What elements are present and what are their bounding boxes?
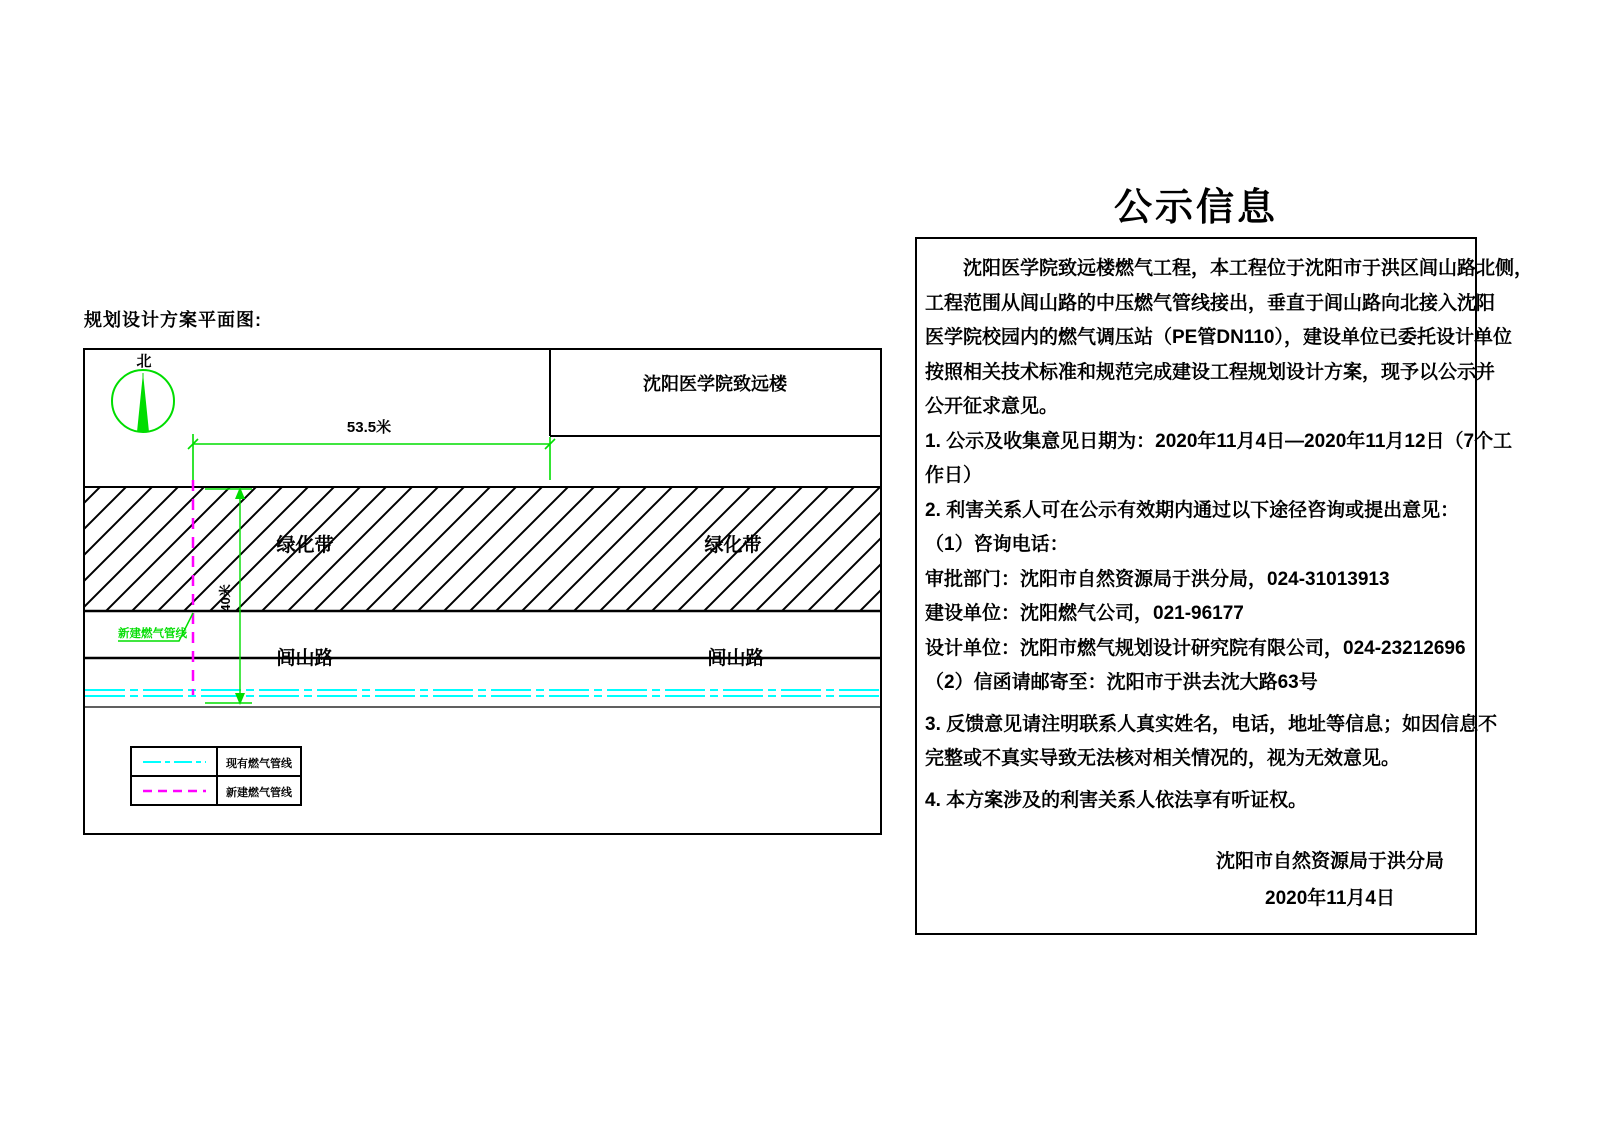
green-belt-band bbox=[85, 487, 880, 611]
notice-line: 2. 利害关系人可在公示有效期内通过以下途径咨询或提出意见： bbox=[925, 499, 1460, 521]
notice-line: 1. 公示及收集意见日期为：2020年11月4日—2020年11月12日（7个工 bbox=[925, 430, 1513, 452]
signature-authority: 沈阳市自然资源局于洪分局 bbox=[1215, 851, 1444, 872]
notice-text bbox=[925, 252, 1534, 818]
notice-line: 建设单位：沈阳燃气公司，021-96177 bbox=[925, 603, 1244, 624]
building-box bbox=[550, 350, 880, 436]
notice-line: 沈阳医学院致远楼燃气工程，本工程位于沈阳市于洪区闾山路北侧， bbox=[963, 258, 1534, 279]
plan-caption: 规划设计方案平面图: bbox=[84, 310, 262, 330]
notice-line: 3. 反馈意见请注明联系人真实姓名，电话，地址等信息；如因信息不 bbox=[925, 713, 1498, 735]
road-label: 闾山路 bbox=[707, 648, 765, 669]
road bbox=[85, 646, 880, 707]
notice-line: 医学院校园内的燃气调压站（PE管DN110），建设单位已委托设计单位 bbox=[925, 327, 1512, 348]
signature-date: 2020年11月4日 bbox=[1265, 888, 1395, 909]
notice-line: 设计单位：沈阳市燃气规划设计研究院有限公司，024-23212696 bbox=[925, 637, 1466, 659]
new-pipeline-callout bbox=[118, 613, 193, 641]
signature-block bbox=[1145, 843, 1515, 917]
notice-line: 公开征求意见。 bbox=[925, 396, 1059, 417]
dimension-40m-label: 40米 bbox=[218, 584, 233, 612]
green-belt-label: 绿化带 bbox=[276, 535, 334, 556]
green-belt-label: 绿化带 bbox=[704, 535, 762, 556]
notice-line: （2）信函请邮寄至：沈阳市于洪去沈大路63号 bbox=[925, 672, 1318, 693]
notice-line: 完整或不真实导致无法核对相关情况的，视为无效意见。 bbox=[925, 748, 1401, 769]
road-label: 闾山路 bbox=[276, 648, 334, 669]
notice-line: 工程范围从闾山路的中压燃气管线接出，垂直于闾山路向北接入沈阳 bbox=[925, 292, 1496, 314]
legend bbox=[131, 747, 301, 805]
dimension-53-5m bbox=[188, 434, 555, 480]
existing-pipeline bbox=[85, 690, 880, 696]
dimension-53-5m-label: 53.5米 bbox=[346, 419, 392, 436]
new-pipeline-callout-label: 新建燃气管线 bbox=[118, 628, 187, 640]
notice-title: 公示信息 bbox=[1113, 187, 1278, 229]
notice-line: 4. 本方案涉及的利害关系人依法享有听证权。 bbox=[925, 789, 1308, 811]
north-label: 北 bbox=[136, 353, 152, 370]
notice-box bbox=[915, 237, 1534, 935]
notice-line: 按照相关技术标准和规范完成建设工程规划设计方案，现予以公示并 bbox=[925, 361, 1496, 383]
legend-existing-pipeline-label: 现有燃气管线 bbox=[226, 758, 292, 770]
site-plan-svg bbox=[83, 348, 882, 835]
notice-line: 审批部门：沈阳市自然资源局于洪分局，024-31013913 bbox=[925, 568, 1390, 590]
notice-line: （1）咨询电话： bbox=[925, 534, 1069, 555]
north-arrow-icon bbox=[112, 353, 174, 432]
legend-new-pipeline-label: 新建燃气管线 bbox=[226, 787, 292, 799]
building-label: 沈阳医学院致远楼 bbox=[643, 374, 787, 394]
site-plan bbox=[83, 348, 882, 835]
notice-line: 作日） bbox=[925, 465, 983, 486]
